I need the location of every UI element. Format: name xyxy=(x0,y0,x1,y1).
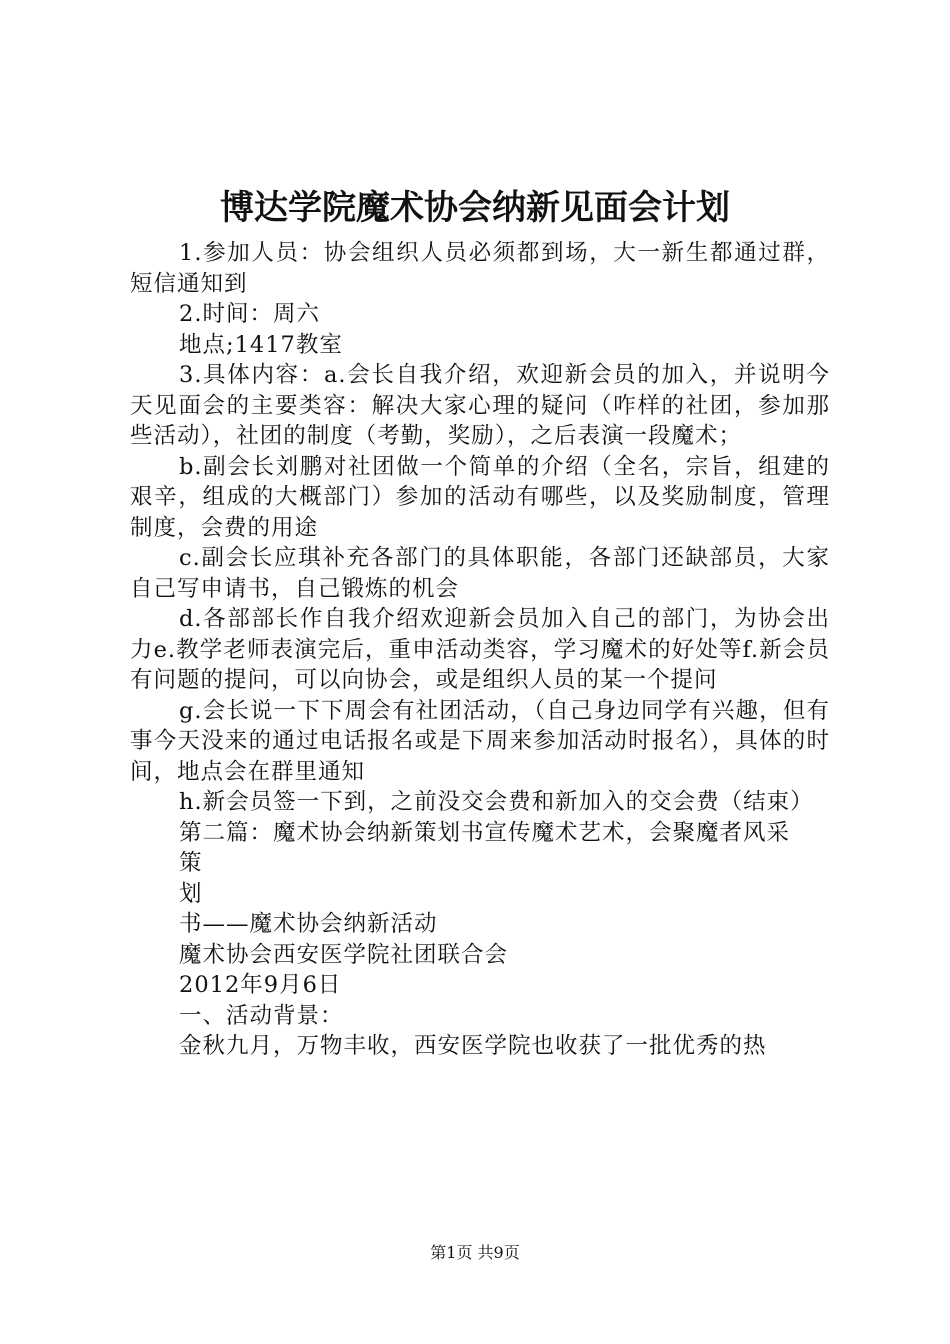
paragraph-15: 2012年9月6日 xyxy=(179,972,342,998)
paragraph-8: g.会长说一下下周会有社团活动，（自己身边同学有兴趣，但有事今天没来的通过电话报名或是下周来参加活动时报名），具体的时间，地点会在群里通知 xyxy=(130,697,830,785)
paragraph-14: 魔术协会西安医学院社团联合会 xyxy=(179,941,509,968)
paragraph-9: h.新会员签一下到，之前没交会费和新加入的交会费（结束） xyxy=(179,789,814,815)
document-title: 博达学院魔术协会纳新见面会计划 xyxy=(220,188,730,228)
paragraph-2: 2.时间：周六 xyxy=(179,301,320,327)
paragraph-13: 书——魔术协会纳新活动 xyxy=(179,911,438,937)
paragraph-3: 地点;1417教室 xyxy=(179,331,343,358)
paragraph-1: 1.参加人员：协会组织人员必须都到场，大一新生都通过群，短信通知到 xyxy=(130,240,830,297)
paragraph-16: 一、活动背景： xyxy=(179,1002,344,1029)
paragraph-12: 划 xyxy=(179,880,203,907)
paragraph-4: 3.具体内容：a.会长自我介绍，欢迎新会员的加入，并说明今天见面会的主要类容：解决大家心理的疑问（咋样的社团，参加那些活动），社团的制度（考勤，奖励），之后表演一段魔术； xyxy=(130,362,830,449)
paragraph-7: d.各部部长作自我介绍欢迎新会员加入自己的部门，为协会出力e.教学老师表演完后，重申活动类容，学习魔术的好处等f.新会员有问题的提问，可以向协会，或是组织人员的某一个提问 xyxy=(130,606,830,693)
paragraph-11: 策 xyxy=(179,850,203,876)
paragraph-17: 金秋九月，万物丰收，西安医学院也收获了一批优秀的热 xyxy=(179,1033,767,1059)
paragraph-10: 第二篇：魔术协会纳新策划书宣传魔术艺术，会聚魔者风采 xyxy=(179,819,791,846)
page-footer: 第1页 共9页 xyxy=(430,1243,520,1262)
paragraph-5: b.副会长刘鹏对社团做一个简单的介绍（全名，宗旨，组建的艰辛，组成的大概部门）参加的活动有哪些，以及奖励制度，管理制度，会费的用途 xyxy=(130,453,830,541)
document-body xyxy=(130,238,830,1062)
paragraph-6: c.副会长应琪补充各部门的具体职能，各部门还缺部员，大家自己写申请书，自己锻炼的机会 xyxy=(130,545,830,602)
